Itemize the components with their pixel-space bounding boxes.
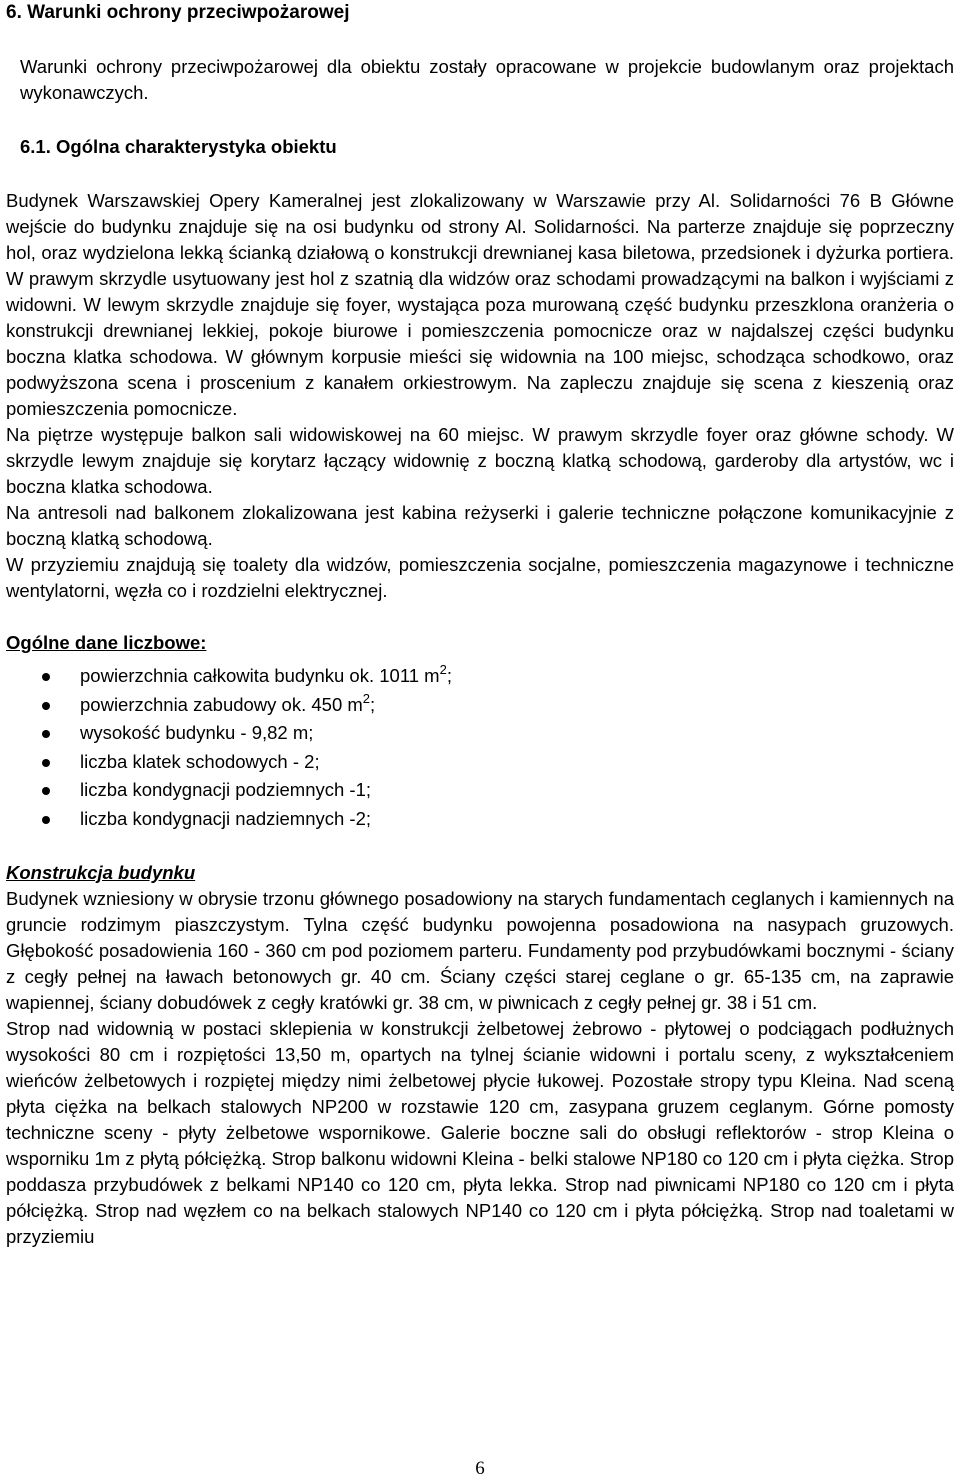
- list-item: [6, 805, 954, 834]
- document-page: [6, 0, 954, 1250]
- construction-title: Konstrukcja budynku: [6, 861, 196, 883]
- paragraph: W przyziemiu znajdują się toalety dla widzów, pomieszczenia socjalne, pomieszczenia magazynowe i techniczne wentylatorni, węzła co i rozdzielni elektrycznej.: [6, 554, 954, 601]
- list-item-suffix: ;: [370, 693, 376, 715]
- list-item: [6, 662, 954, 691]
- section-intro: Warunki ochrony przeciwpożarowej dla obiektu zostały opracowane w projekcie budowlanym oraz projektach wykonawczych.: [20, 56, 954, 103]
- bullet-icon: [42, 673, 50, 681]
- list-item-sup: 2: [439, 662, 447, 677]
- list-item-text: powierzchnia całkowita budynku ok. 1011 m: [80, 665, 440, 686]
- bullet-icon: [42, 702, 50, 710]
- paragraph: Na antresoli nad balkonem zlokalizowana jest kabina reżyserki i galerie techniczne połączone komunikacyjnie z boczną klatką schodową.: [6, 502, 954, 549]
- section-title: 6. Warunki ochrony przeciwpożarowej: [6, 2, 350, 23]
- general-data-block: [6, 630, 954, 834]
- bullet-icon: [42, 759, 50, 767]
- list-item-text: liczba kondygnacji nadziemnych -2;: [80, 807, 372, 829]
- bullet-icon: [42, 730, 50, 738]
- general-data-list: [6, 662, 954, 834]
- bullet-icon: [42, 816, 50, 824]
- list-item-text: wysokość budynku - 9,82 m;: [80, 722, 314, 744]
- paragraph: Strop nad widownią w postaci sklepienia w konstrukcji żelbetowej żebrowo - płytowej o podciągach podłużnych wysokości 80 cm i rozpiętości 13,50 m, opartych na tylnej ścianie widowni i portalu sceny, z wykształceniem wieńców żelbetowych i rozpiętej między nimi żelbetowej płycie łukowej. Pozostałe stropy typu Kleina. Nad sceną płyta ciężka na belkach stalowych NP200 w rozstawie 120 cm, zasypana gruzem ceglanym. Górne pomosty techniczne sceny - płyty żelbetowe wspornikowe. Galerie boczne sali do obsługi reflektorów - strop Kleina o wsporniku 1m z płytą półciężką. Strop balkonu widowni Kleina - belki stalowe NP180 co 120 cm i płyta ciężka. Strop poddasza przybudówek z belkami NP140 co 120 cm, płyta lekka. Strop nad piwnicami NP180 co 120 cm i płyta półciężką. Strop nad węzłem co na belkach stalowych NP140 co 120 cm i płyta półciężką. Strop nad toaletami w przyziemiu: [6, 1017, 954, 1247]
- page-number: 6: [475, 1458, 485, 1479]
- general-data-title: Ogólne dane liczbowe:: [6, 632, 207, 653]
- list-item: [6, 719, 954, 748]
- list-item-text: powierzchnia zabudowy ok. 450 m: [80, 693, 363, 715]
- bullet-icon: [42, 787, 50, 795]
- list-item-suffix: ;: [446, 665, 452, 686]
- list-item: [6, 691, 954, 720]
- list-item-sup: 2: [362, 690, 371, 706]
- paragraph: Budynek wzniesiony w obrysie trzonu głównego posadowiony na starych fundamentach ceglanych i kamiennych na gruncie rodzimym piaszczystym. Tylna część budynku powojenna posadowiona na nasypach gruzowych. Głębokość posadowienia 160 - 360 cm pod poziomem parteru. Fundamenty pod przybudówkami bocznymi - ściany z cegły pełnej na ławach betonowych gr. 40 cm. Ściany części starej ceglane o gr. 65-135 cm, na zaprawie wapiennej, ściany dobudówek z cegły kratówki gr. 38 cm, w piwnicach z cegły pełnej gr. 38 i 51 cm.: [6, 887, 954, 1013]
- list-item: [6, 776, 954, 805]
- paragraph: Budynek Warszawskiej Opery Kameralnej jest zlokalizowany w Warszawie przy Al. Solidarności 76 B Główne wejście do budynku znajduje się na osi budynku od strony Al. Solidarności. Na parterze znajduje się poprzeczny hol, oraz wydzielona lekką ścianką działową o konstrukcji drewnianej kasa biletowa, przedsionek i dyżurka portiera. W prawym skrzydle usytuowany jest hol z szatnią dla widzów oraz schodami prowadzącymi na balkon i wyjściami z widowni. W lewym skrzydle znajduje się foyer, wystająca poza murowaną część budynku przeszklona oranżeria o konstrukcji drewnianej lekkiej, pokoje biurowe i pomieszczenia pomocnicze oraz w najdalszej części budynku boczna klatka schodowa. W głównym korpusie mieści się widownia na 100 miejsc, schodząca schodkowo, oraz podwyższona scena i proscenium z kanałem orkiestrowym. Na zapleczu znajduje się scena z kieszenią oraz pomieszczenia pomocnicze.: [6, 190, 954, 419]
- description-block: [6, 188, 954, 604]
- list-item: [6, 748, 954, 777]
- subsection-title: 6.1. Ogólna charakterystyka obiektu: [20, 136, 337, 157]
- construction-block: [6, 860, 954, 1250]
- list-item-text: liczba kondygnacji podziemnych -1;: [80, 779, 372, 801]
- paragraph: Na piętrze występuje balkon sali widowiskowej na 60 miejsc. W prawym skrzydle foyer oraz główne schody. W skrzydle lewym znajduje się korytarz łączący widownię z boczną klatką schodową, garderoby dla artystów, wc i boczna klatka schodowa.: [6, 424, 954, 497]
- list-item-text: liczba klatek schodowych - 2;: [80, 750, 320, 772]
